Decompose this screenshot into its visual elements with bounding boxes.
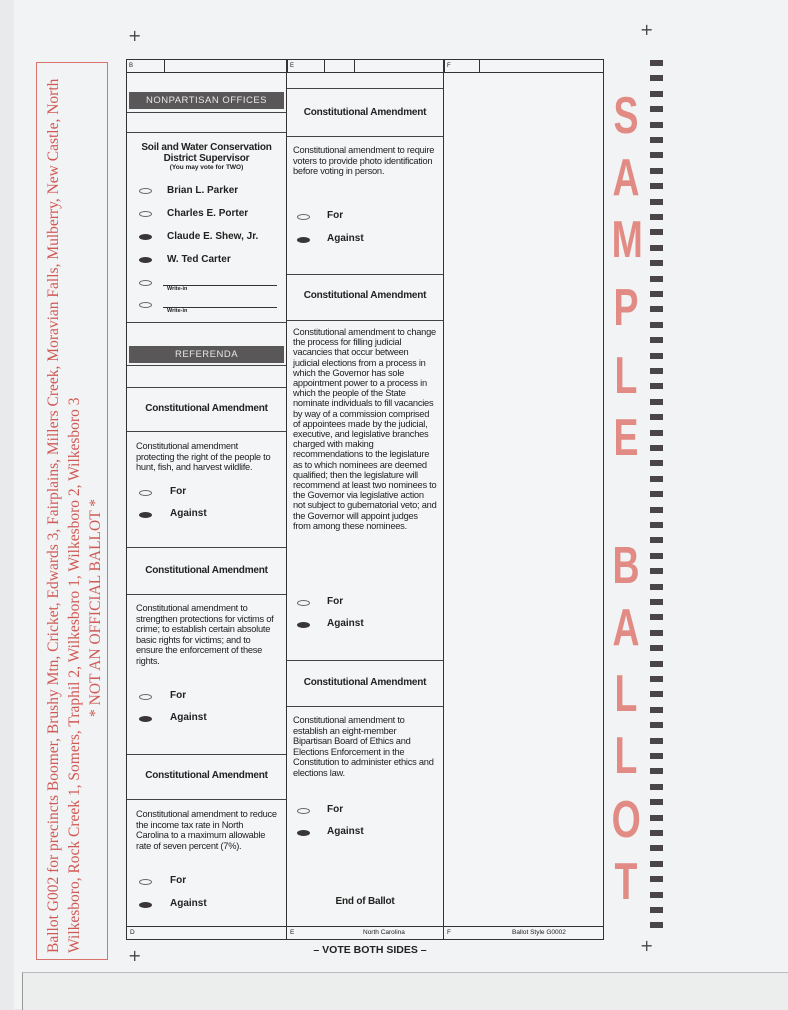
timing-mark: [650, 383, 663, 389]
timing-mark: [650, 152, 663, 158]
amendment-5-against: Against: [327, 618, 364, 629]
amendment-4-title-box: [287, 88, 443, 136]
timing-mark: [650, 476, 663, 482]
write-in-label-2: Write-in: [167, 308, 188, 314]
timing-mark: [650, 691, 663, 697]
strip-letter-b: B: [127, 60, 165, 72]
crop-mark-top-right: +: [640, 20, 654, 39]
vote-both-sides: – VOTE BOTH SIDES –: [313, 944, 427, 956]
amendment-3-against-oval-filled[interactable]: [139, 902, 152, 908]
amendment-5-for: For: [327, 596, 344, 607]
amendment-3-against: Against: [170, 898, 207, 909]
amendment-3-title-box: [127, 754, 286, 799]
amendment-1-title: Constitutional Amendment: [145, 403, 268, 414]
watermark-letter: S: [613, 87, 639, 145]
timing-mark: [650, 892, 663, 898]
candidate-porter: Charles E. Porter: [167, 208, 249, 219]
timing-mark: [650, 122, 663, 128]
watermark-letter: A: [612, 149, 640, 207]
timing-mark: [650, 922, 663, 928]
bottom-letter-f: F: [447, 929, 451, 936]
timing-mark: [650, 106, 663, 112]
ballot-column-b: [287, 60, 444, 939]
ballot-column-c: [444, 60, 602, 939]
timing-mark: [650, 291, 663, 297]
amendment-4-title: Constitutional Amendment: [303, 107, 427, 118]
timing-mark: [650, 645, 663, 651]
timing-mark: [650, 445, 663, 451]
side-note-box: [36, 62, 108, 960]
amendment-6-box: [287, 706, 443, 928]
strip-letter-f: F: [444, 60, 480, 72]
amendment-5-text: Constitutional amendment to change the process for filling judicial vacancies that occur between judicial elections from a process in which the Governor has sole appointment power to a process in which the people of the State nominate individuals to fill vacancies by way of a commission comprised of appointees made by the judicial, executive, and legislative branches charged with making recommendations to the legislature as to which nominees are deemed qualified; then the legislature will recommend at least two nominees to the Governor via legislative action not subject to gubernatorial veto; and the Governor will appoint judges from among these nominees.: [293, 327, 437, 531]
amendment-6-for: For: [327, 804, 344, 815]
amendment-2-against-oval-filled[interactable]: [139, 716, 152, 722]
watermark-letter: M: [611, 211, 643, 269]
watermark-letter: B: [612, 537, 640, 595]
vote-for-two: (You may vote for TWO): [169, 164, 244, 171]
amendment-4-text: Constitutional amendment to require voters to provide photo identification before voting in person.: [293, 145, 435, 177]
amendment-5-box: [287, 320, 443, 660]
timing-mark: [650, 368, 663, 374]
timing-mark: [650, 537, 663, 543]
oval-parker[interactable]: [139, 188, 152, 194]
watermark-letter: L: [614, 665, 638, 723]
amendment-3-for: For: [170, 875, 187, 886]
timing-mark: [650, 568, 663, 574]
timing-mark: [650, 830, 663, 836]
timing-mark: [650, 507, 663, 513]
ballot-frame: [126, 59, 604, 940]
amendment-5-against-oval-filled[interactable]: [297, 622, 310, 628]
amendment-3-text: Constitutional amendment to reduce the income tax rate in North Carolina to a maximum allowable rate of seven percent (7%).: [136, 809, 277, 851]
timing-mark: [650, 584, 663, 590]
amendment-2-for: For: [170, 690, 187, 701]
timing-mark: [650, 75, 663, 81]
amendment-6-title-box: [287, 660, 443, 706]
crop-mark-bottom-left: +: [128, 946, 142, 965]
soil-water-title: Soil and Water Conservation District Supervisor: [141, 142, 272, 164]
amendment-2-against: Against: [170, 712, 207, 723]
nonpartisan-header: NONPARTISAN OFFICES: [129, 92, 284, 109]
timing-mark: [650, 614, 663, 620]
amendment-5-for-oval[interactable]: [297, 600, 310, 606]
candidate-shew: Claude E. Shew, Jr.: [167, 231, 259, 242]
bottom-letter-d: D: [130, 929, 135, 936]
amendment-4-for-oval[interactable]: [297, 214, 310, 220]
amendment-1-against-oval-filled[interactable]: [139, 512, 152, 518]
crop-mark-bottom-right: +: [640, 936, 654, 955]
amendment-6-for-oval[interactable]: [297, 808, 310, 814]
timing-mark: [650, 199, 663, 205]
strip-letter-e: E: [287, 60, 325, 72]
amendment-1-for: For: [170, 486, 187, 497]
timing-mark: [650, 337, 663, 343]
timing-mark: [650, 845, 663, 851]
write-in-label-1: Write-in: [167, 286, 188, 292]
timing-mark: [650, 60, 663, 66]
timing-mark: [650, 137, 663, 143]
timing-mark: [650, 229, 663, 235]
amendment-1-for-oval[interactable]: [139, 490, 152, 496]
amendment-3-for-oval[interactable]: [139, 879, 152, 885]
end-of-ballot: End of Ballot: [335, 896, 395, 907]
timing-mark: [650, 399, 663, 405]
watermark-letter: E: [613, 409, 639, 467]
amendment-4-against-oval-filled[interactable]: [297, 237, 310, 243]
timing-mark: [650, 214, 663, 220]
timing-mark: [650, 522, 663, 528]
oval-write-in-1[interactable]: [139, 280, 152, 286]
amendment-3-box: [127, 799, 286, 929]
footer-ballot-style: Ballot Style G0002: [512, 929, 566, 936]
amendment-6-against: Against: [327, 826, 364, 837]
timing-mark: [650, 460, 663, 466]
precincts-note: Ballot G002 for precincts Boomer, Brushy Mtn, Cricket, Edwards 3, Fairplains, Millers Creek, Moravian Falls, Mulberry, New Castle, North Wilkesboro, Rock Creek 1, Somers, Traphil 2, Wilkesboro 1, Wilkesboro 2, Wilkesboro 3: [45, 78, 83, 953]
timing-mark: [650, 738, 663, 744]
amendment-4-box: [287, 136, 443, 276]
soil-water-title-box: [127, 132, 286, 186]
amendment-5-title-box: [287, 274, 443, 320]
timing-mark: [650, 91, 663, 97]
amendment-3-title: Constitutional Amendment: [145, 770, 268, 781]
oval-porter[interactable]: [139, 211, 152, 217]
amendment-2-for-oval[interactable]: [139, 694, 152, 700]
amendment-2-box: [127, 594, 286, 754]
amendment-5-title: Constitutional Amendment: [303, 290, 427, 301]
watermark-letter: L: [614, 347, 638, 405]
timing-mark: [650, 722, 663, 728]
timing-mark: [650, 260, 663, 266]
amendment-1-title-box: [127, 387, 286, 431]
timing-mark: [650, 707, 663, 713]
timing-mark: [650, 276, 663, 282]
timing-mark: [650, 430, 663, 436]
amendment-1-box: [127, 431, 286, 547]
timing-mark: [650, 245, 663, 251]
timing-mark: [650, 306, 663, 312]
referenda-header: REFERENDA: [129, 346, 284, 363]
oval-write-in-2[interactable]: [139, 302, 152, 308]
timing-mark: [650, 661, 663, 667]
timing-mark: [650, 599, 663, 605]
next-sheet-edge: [22, 972, 788, 1010]
not-official-notice: * NOT AN OFFICIAL BALLOT *: [87, 498, 104, 717]
amendment-6-text: Constitutional amendment to establish an eight-member Bipartisan Board of Ethics and Elections Enforcement in the Constitution to administer ethics and elections law.: [293, 715, 434, 778]
timing-mark: [650, 861, 663, 867]
watermark-letter: T: [614, 853, 638, 911]
timing-mark: [650, 414, 663, 420]
amendment-2-title-box: [127, 547, 286, 594]
ballot-column-a: [127, 60, 287, 939]
timing-mark: [650, 183, 663, 189]
timing-mark: [650, 768, 663, 774]
timing-mark: [650, 553, 663, 559]
timing-mark: [650, 907, 663, 913]
timing-mark: [650, 630, 663, 636]
timing-mark: [650, 168, 663, 174]
footer-state: North Carolina: [363, 929, 405, 936]
amendment-6-against-oval-filled[interactable]: [297, 830, 310, 836]
spacer-box: [127, 322, 286, 342]
timing-mark: [650, 753, 663, 759]
timing-mark: [650, 876, 663, 882]
timing-mark: [650, 784, 663, 790]
amendment-2-title: Constitutional Amendment: [145, 565, 268, 576]
amendment-4-for: For: [327, 210, 344, 221]
timing-mark: [650, 322, 663, 328]
timing-mark: [650, 491, 663, 497]
candidate-parker: Brian L. Parker: [167, 185, 239, 196]
amendment-4-against: Against: [327, 233, 364, 244]
oval-carter-filled[interactable]: [139, 257, 152, 263]
amendment-2-text: Constitutional amendment to strengthen protections for victims of crime; to establish certain absolute basic rights for victims; and to ensure the enforcement of these rights.: [136, 603, 274, 666]
candidate-carter: W. Ted Carter: [167, 254, 231, 265]
watermark-letter: O: [611, 791, 641, 849]
ballot-bottom-strip: [127, 926, 603, 939]
timing-mark: [650, 676, 663, 682]
amendment-6-title: Constitutional Amendment: [303, 677, 427, 688]
amendment-1-against: Against: [170, 508, 207, 519]
oval-shew-filled[interactable]: [139, 234, 152, 240]
timing-mark: [650, 799, 663, 805]
watermark-letter: A: [612, 599, 640, 657]
bottom-letter-e: E: [290, 929, 295, 936]
timing-mark: [650, 815, 663, 821]
watermark-letter: P: [613, 279, 639, 337]
watermark-letter: L: [614, 727, 638, 785]
timing-mark: [650, 353, 663, 359]
crop-mark-top-left: +: [128, 26, 142, 45]
amendment-1-text: Constitutional amendment protecting the right of the people to hunt, fish, and harvest wildlife.: [136, 441, 271, 473]
spacer-box: [127, 365, 286, 385]
spacer-box: [127, 112, 286, 132]
